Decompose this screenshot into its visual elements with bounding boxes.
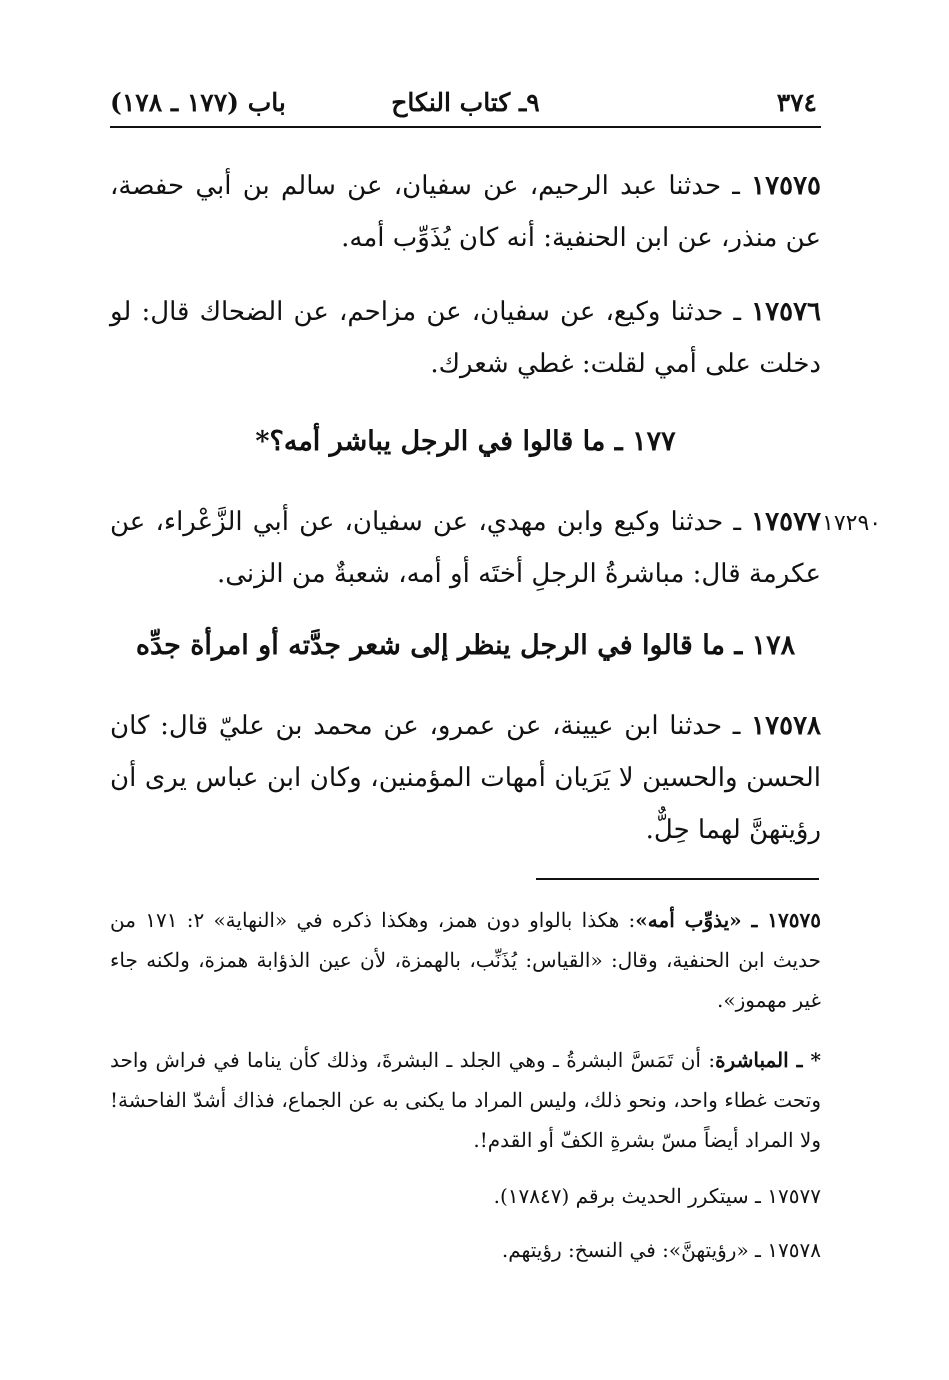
- footnote-text: : هكذا بالواو دون همز، وهكذا ذكره في «النهاية» ٢: ١٧١ من حديث ابن الحنفية، وقال: «القياس: يُذَنِّب، بالهمزة، لأن عين الذؤابة همزة، ولكنه جاء غير مهموز».: [110, 908, 821, 1012]
- hadith-text: ـ حدثنا وكيع، عن سفيان، عن مزاحم، عن الضحاك قال: لو دخلت على أمي لقلت: غطي شعرك.: [110, 297, 821, 379]
- margin-reference-number: ١٧٢٩٠: [822, 511, 882, 536]
- footnote-text: ١٧٥٧٨ ـ «رؤيتهنَّ»: في النسخ: رؤيتهم.: [501, 1238, 821, 1262]
- book-title: ٩ـ كتاب النكاح: [391, 88, 540, 117]
- hadith-text: ـ حدثنا وكيع وابن مهدي، عن سفيان، عن أبي الزَّعْراء، عن عكرمة قال: مباشرةُ الرجلِ أختَه أو أمه، شعبةٌ من الزنى.: [110, 507, 821, 589]
- hadith-entry-17577: [110, 496, 821, 600]
- page-number: ٣٧٤: [776, 88, 817, 117]
- footnote-text: ١٧٥٧٧ ـ سيتكرر الحديث برقم (١٧٨٤٧).: [493, 1184, 821, 1208]
- page-header: [110, 82, 821, 128]
- footnote-17578: [110, 1230, 821, 1270]
- hadith-text: ـ حدثنا ابن عيينة، عن عمرو، عن محمد بن عليّ قال: كان الحسن والحسين لا يَرَيان أمهات المؤمنين، وكان ابن عباس يرى أن رؤيتهنَّ لهما حِلٌّ.: [110, 711, 821, 845]
- chapter-heading-178: ١٧٨ ـ ما قالوا في الرجل ينظر إلى شعر جدَّته أو امرأة جدِّه: [135, 630, 796, 661]
- hadith-entry-17575: [110, 160, 821, 264]
- footnote-17575: [110, 900, 821, 1020]
- footnote-lead: * ـ المباشرة: [715, 1048, 821, 1072]
- footnote-divider: [536, 878, 819, 880]
- hadith-number: ١٧٥٧٨: [751, 711, 821, 741]
- hadith-entry-17576: [110, 286, 821, 390]
- hadith-number: ١٧٥٧٦: [751, 297, 821, 327]
- chapter-range: باب (١٧٧ ـ ١٧٨): [110, 88, 286, 117]
- footnote-text: : أن تَمَسَّ البشرةُ ـ وهي الجلد ـ البشرةَ، وذلك كأن يناما في فراش واحد وتحت غطاء واحد، ونحو ذلك، وليس المراد ما يكنى به عن الجماع، فذاك أشدّ الفاحشة! ولا المراد أيضاً مسّ بشرةِ الكفّ أو القدم!.: [110, 1048, 821, 1152]
- footnote-mubashara: [110, 1040, 821, 1160]
- chapter-heading-177: ١٧٧ ـ ما قالوا في الرجل يباشر أمه؟*: [255, 426, 676, 457]
- hadith-entry-17578: [110, 700, 821, 856]
- hadith-text: ـ حدثنا عبد الرحيم، عن سفيان، عن سالم بن أبي حفصة، عن منذر، عن ابن الحنفية: أنه كان يُذَوِّب أمه.: [110, 171, 821, 253]
- footnote-17577: [110, 1176, 821, 1216]
- footnote-lead: ١٧٥٧٥ ـ «يذوِّب أمه»: [635, 908, 821, 932]
- hadith-number: ١٧٥٧٥: [751, 171, 821, 201]
- hadith-number: ١٧٥٧٧: [751, 507, 821, 537]
